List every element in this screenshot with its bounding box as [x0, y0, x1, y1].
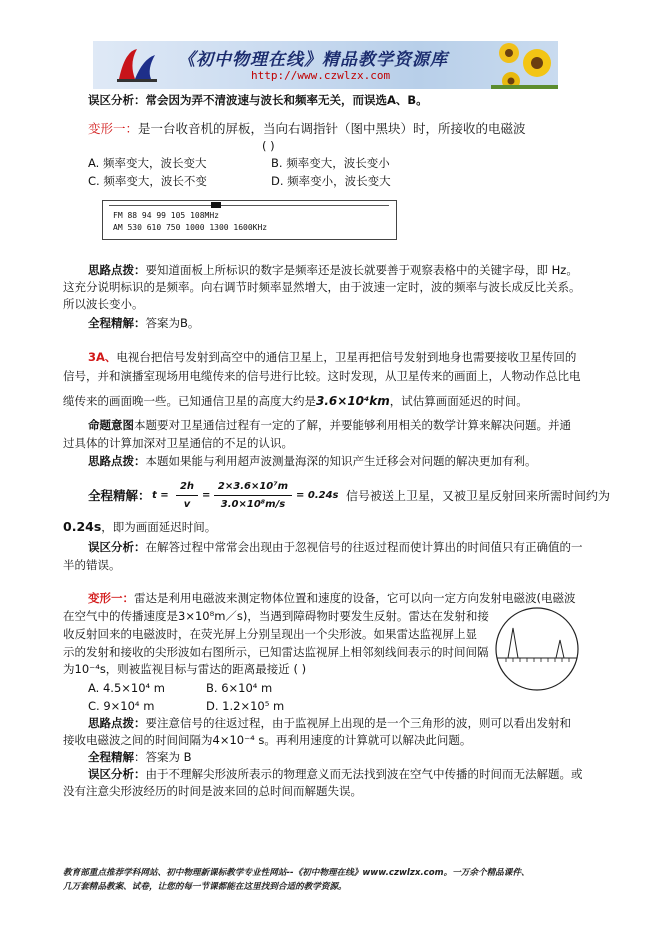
option-2-c: C. 9×10⁴ m: [88, 699, 155, 713]
delay-value: 0.24s: [63, 519, 102, 534]
answer-3: [88, 749, 192, 765]
option-2-d: D. 1.2×10⁵ m: [206, 699, 285, 713]
error-analysis-3-line-2: 没有注意尖形波经历的时间是波来回的总时间而解题失误。: [63, 784, 362, 798]
hint-label: 思路点拨：: [88, 454, 146, 468]
variant-question-2: [88, 590, 575, 606]
hint-2: [88, 453, 537, 469]
variant-2-line-4: 示的发射和接收的尖形波如右图所示，已知雷达监视屏上相邻刻线间表示的时间间隔: [63, 645, 489, 659]
answer-blank-1: ( ): [262, 139, 275, 153]
pointer-block: [211, 202, 221, 208]
site-logo: [115, 45, 159, 85]
variant-2-line-3: 收反射回来的电磁波时，在荧光屏上分别呈现出一个尖形波。如果雷达监视屏上显: [63, 627, 477, 641]
error-analysis-2-line-2: 半的错误。: [63, 558, 121, 572]
option-2-b: B. 6×10⁴ m: [206, 681, 273, 695]
answer-text: 答案为B。: [145, 316, 200, 330]
answer-text: ：答案为 B: [134, 750, 192, 764]
hint-3: [88, 715, 571, 731]
question-3a: [88, 349, 576, 365]
answer-label: 全程精解：: [88, 316, 146, 330]
variant-text: 是一台收音机的屏板，当向右调指针（图中黑块）时，所接收的电磁波: [138, 121, 526, 136]
intent-text: 本题要对卫星通信过程有一定的了解，并要能够利用相关的数学计算来解决问题。并通: [134, 418, 571, 432]
answer-label: 全程精解: [88, 750, 134, 764]
intent-2-line-2: 过具体的计算加深对卫星通信的不足的认识。: [63, 436, 293, 450]
footer-line-2: 几万套精品教案、试卷，让您的每一节课都能在这里找到合适的教学资源。: [63, 882, 347, 892]
fm-scale: FM 88 94 99 105 108MHz: [113, 211, 219, 220]
hint-1: [88, 262, 578, 278]
hint-label: 思路点拨：: [88, 263, 146, 277]
error-text: 由于不理解尖形波所表示的物理意义而无法找到波在空气中传播的时间而无法解题。或: [145, 767, 583, 781]
formula-den-1: v: [183, 499, 191, 510]
hint-1-line-3: 所以波长变小。: [63, 297, 144, 311]
question-line: 电视台把信号发射到高空中的通信卫星上，卫星再把信号发射到地身也需要接收卫星传回的: [116, 350, 577, 364]
hint-line: 要知道面板上所标识的数字是频率还是波长就要善于观察表格中的关键字母，即 Hz。: [145, 263, 578, 277]
variant-text: 雷达是利用电磁波来测定物体位置和速度的设备，它可以向一定方向发射电磁波(电磁波: [134, 591, 576, 605]
hint-1-line-2: 这充分说明标识的是频率。向右调节时频率显然增大，由于波速一定时，波的频率与波长成反比关系。: [63, 280, 581, 294]
error-label: 误区分析：: [88, 540, 146, 554]
option-d: D. 频率变小，波长变大: [271, 174, 391, 188]
footer-line-1: 教育部重点推荐学科网站、初中物理新课标教学专业性网站--《初中物理在线》www.czwlzx.com。一万余个精品课件、: [63, 868, 530, 878]
formula-num-2: 2×3.6×10⁷m: [217, 481, 289, 492]
intent-2: [88, 417, 571, 433]
hint-text: 要注意信号的往返过程，由于监视屏上出现的是一个三角形的波，则可以看出发射和: [145, 716, 571, 730]
hint-text: 本题如果能与利用超声波测量海深的知识产生迁移会对问题的解决更加有利。: [145, 454, 537, 468]
option-b: B. 频率变大，波长变小: [271, 156, 390, 170]
hint-3-line-2: 接收电磁波之间的时间间隔为4×10⁻⁴ s。再利用速度的计算就可以解决此问题。: [63, 733, 472, 747]
answer-1: [88, 315, 199, 331]
variant-question-1: [88, 121, 526, 137]
question-number: 3A、: [88, 350, 117, 364]
variant-label: 变形一：: [88, 591, 134, 605]
header-banner: [93, 41, 558, 89]
variant-2-line-5: 为10⁻⁴s，则被监视目标与雷达的距离最接近 ( ): [63, 662, 307, 676]
variant-label: 变形一：: [88, 121, 139, 136]
error-analysis-1: [88, 92, 428, 108]
satellite-height: 3.6×10⁴km: [316, 394, 390, 408]
am-scale: AM 530 610 750 1000 1300 1600KHz: [113, 223, 268, 232]
formula-t: t =: [152, 490, 169, 501]
variant-2-line-2: 在空气中的传播速度是3×10⁸m／s)，当遇到障碍物时要发生反射。雷达在发射和接: [63, 609, 489, 623]
error-text: 在解答过程中常常会出现由于忽视信号的往返过程而使计算出的时间值只有正确值的一: [145, 540, 583, 554]
question-3a-line-3: [63, 393, 528, 409]
footer: [63, 866, 530, 894]
question-line: 缆传来的画面晚一些。已知通信卫星的高度大约是: [63, 394, 316, 408]
formula-den-2: 3.0×10⁸m/s: [220, 499, 286, 510]
question-line: ，试估算画面延迟的时间。: [389, 394, 528, 408]
solution-2-line-2: [63, 519, 216, 535]
error-analysis-3: [88, 766, 583, 782]
hint-label: 思路点拨：: [88, 716, 146, 730]
solution-tail: 信号被送上卫星，又被卫星反射回来所需时间约为: [346, 489, 611, 503]
error-label: 误区分析：: [88, 767, 146, 781]
option-a: A. 频率变大，波长变大: [88, 156, 207, 170]
solution-text: ，即为画面延迟时间。: [101, 520, 217, 534]
formula-result: = 0.24s: [296, 490, 339, 501]
error-label: 误区分析：: [88, 93, 146, 107]
question-3a-line-2: 信号，并和演播室现场用电缆传来的信号进行比较。这时发现，从卫星传来的画面上，人物动作总比电: [63, 369, 581, 383]
formula-eq: =: [202, 490, 211, 501]
intent-label: 命题意图: [88, 418, 134, 432]
solution-label-2: 全程精解：: [88, 488, 151, 503]
error-text: 常会因为弄不清波速与波长和频率无关，而误选A、B。: [145, 93, 428, 107]
option-2-a: A. 4.5×10⁴ m: [88, 681, 166, 695]
error-analysis-2: [88, 539, 583, 555]
option-c: C. 频率变大，波长不变: [88, 174, 207, 188]
banner-title: 《初中物理在线》精品教学资源库: [178, 50, 448, 70]
banner-url[interactable]: http://www.czwlzx.com: [251, 69, 391, 82]
formula-num-1: 2h: [179, 481, 195, 492]
radio-dial-figure: [102, 200, 397, 240]
radar-screen-figure: [494, 606, 580, 692]
sunflower-image: [491, 41, 558, 89]
